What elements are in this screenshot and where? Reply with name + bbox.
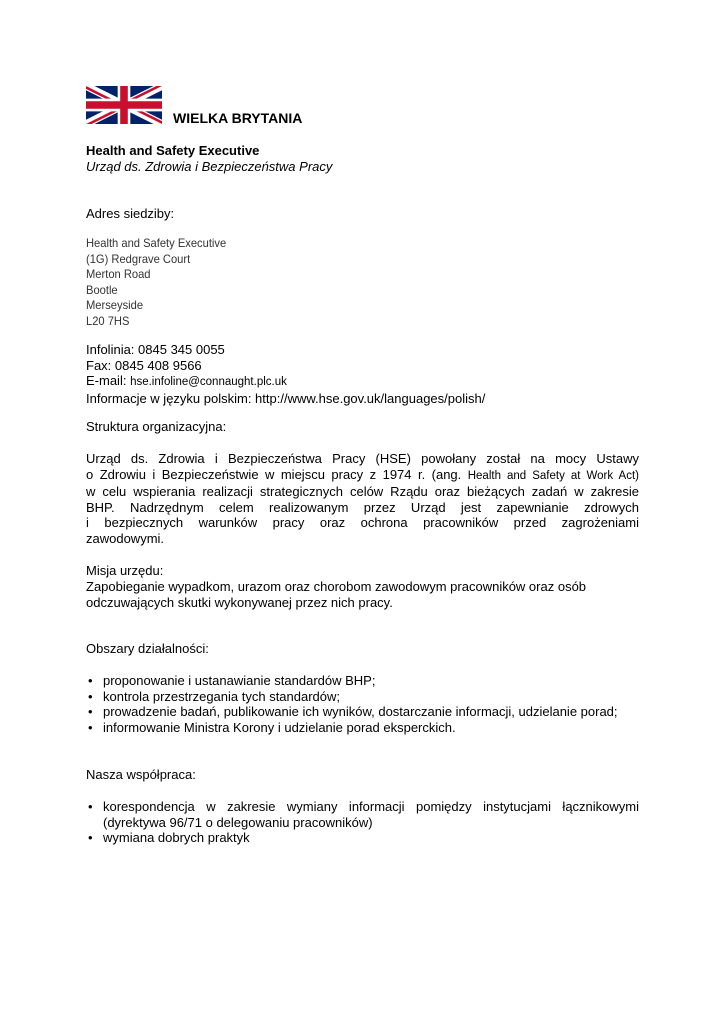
address-line: Merton Road xyxy=(86,267,151,281)
structure-label: Struktura organizacyjna: xyxy=(86,419,227,434)
list-item xyxy=(86,799,639,830)
act-name-text: Health and Safety at Work Act) xyxy=(467,469,639,482)
list-item xyxy=(86,689,639,705)
paragraph-line: Zapobieganie wypadkom, urazom oraz chorobom zawodowym pracowników oraz osób xyxy=(86,579,587,594)
fax-text: Fax: 0845 408 9566 xyxy=(86,357,202,373)
cooperation-list xyxy=(86,799,639,846)
mission-paragraph xyxy=(86,579,639,610)
list-item xyxy=(86,704,639,720)
list-item xyxy=(86,830,639,846)
activities-label: Obszary działalności: xyxy=(86,641,209,656)
email-link[interactable]: hse.infoline@connaught.plc.uk xyxy=(130,376,287,388)
address-block xyxy=(86,236,226,329)
address-line: Merseyside xyxy=(86,298,144,312)
address-line: L20 7HS xyxy=(86,313,130,328)
bullet-icon: • xyxy=(88,799,93,814)
list-item-text: informowanie Ministra Korony i udzielanie porad eksperckich. xyxy=(103,719,456,735)
paragraph-line: Urząd ds. Zdrowia i Bezpieczeństwa Pracy (HSE) powołany został na mocy Ustawy xyxy=(86,451,639,466)
list-item-text: wymiana dobrych praktyk xyxy=(103,830,250,846)
uk-flag-icon xyxy=(86,86,162,124)
list-item-text: kontrola przestrzegania tych standardów; xyxy=(103,688,341,704)
bullet-icon: • xyxy=(88,673,93,688)
paragraph-line: zawodowymi. xyxy=(86,530,165,546)
list-item-text: proponowanie i ustanawianie standardów BHP; xyxy=(103,673,376,688)
bullet-icon: • xyxy=(88,688,93,704)
paragraph-line: BHP. Nadrzędnym celem realizowanym przez Urząd jest zapewnianie zdrowych xyxy=(86,499,639,515)
hotline-text: Infolinia: 0845 345 0055 xyxy=(86,342,225,357)
list-item-text: prowadzenie badań, publikowanie ich wyników, dostarczanie informacji, udzielanie porad; xyxy=(103,704,618,720)
organization-name-polish: Urząd ds. Zdrowia i Bezpieczeństwa Pracy xyxy=(86,159,333,174)
list-item xyxy=(86,673,639,689)
country-title: WIELKA BRYTANIA xyxy=(173,110,303,126)
list-item-text: (dyrektywa 96/71 o delegowaniu pracowników) xyxy=(103,814,373,830)
bullet-icon: • xyxy=(88,719,93,735)
organization-name: Health and Safety Executive xyxy=(86,143,260,158)
polish-info-link[interactable]: Informacje w języku polskim: http://www.hse.gov.uk/languages/polish/ xyxy=(86,390,486,406)
paragraph-line: w celu wspierania realizacji strategicznych celów Rządu oraz bieżących zadań w zakresie xyxy=(86,484,639,500)
address-label: Adres siedziby: xyxy=(86,206,175,221)
list-item xyxy=(86,720,639,736)
email-label: E-mail: xyxy=(86,373,131,388)
email-row xyxy=(86,373,485,391)
paragraph-line: odczuwających skutki wykonywanej przez nich pracy. xyxy=(86,594,393,610)
contact-block xyxy=(86,342,485,406)
paragraph-text: o Zdrowiu i Bezpieczeństwie w miejscu pracy z 1974 r. (ang. xyxy=(86,466,468,482)
address-line: (1G) Redgrave Court xyxy=(86,251,191,266)
bullet-icon: • xyxy=(88,704,93,720)
cooperation-label: Nasza współpraca: xyxy=(86,767,196,782)
activities-list xyxy=(86,673,639,735)
list-item-text: korespondencja w zakresie wymiany informacji pomiędzy instytucjami łącznikowymi xyxy=(103,799,639,814)
address-line: Bootle xyxy=(86,282,118,297)
address-line: Health and Safety Executive xyxy=(86,236,227,250)
mission-label: Misja urzędu: xyxy=(86,563,164,578)
structure-paragraph xyxy=(86,451,639,547)
paragraph-line xyxy=(86,467,639,485)
paragraph-line: i bezpiecznych warunków pracy oraz ochrona pracowników przed zagrożeniami xyxy=(86,515,639,531)
bullet-icon: • xyxy=(88,830,93,846)
